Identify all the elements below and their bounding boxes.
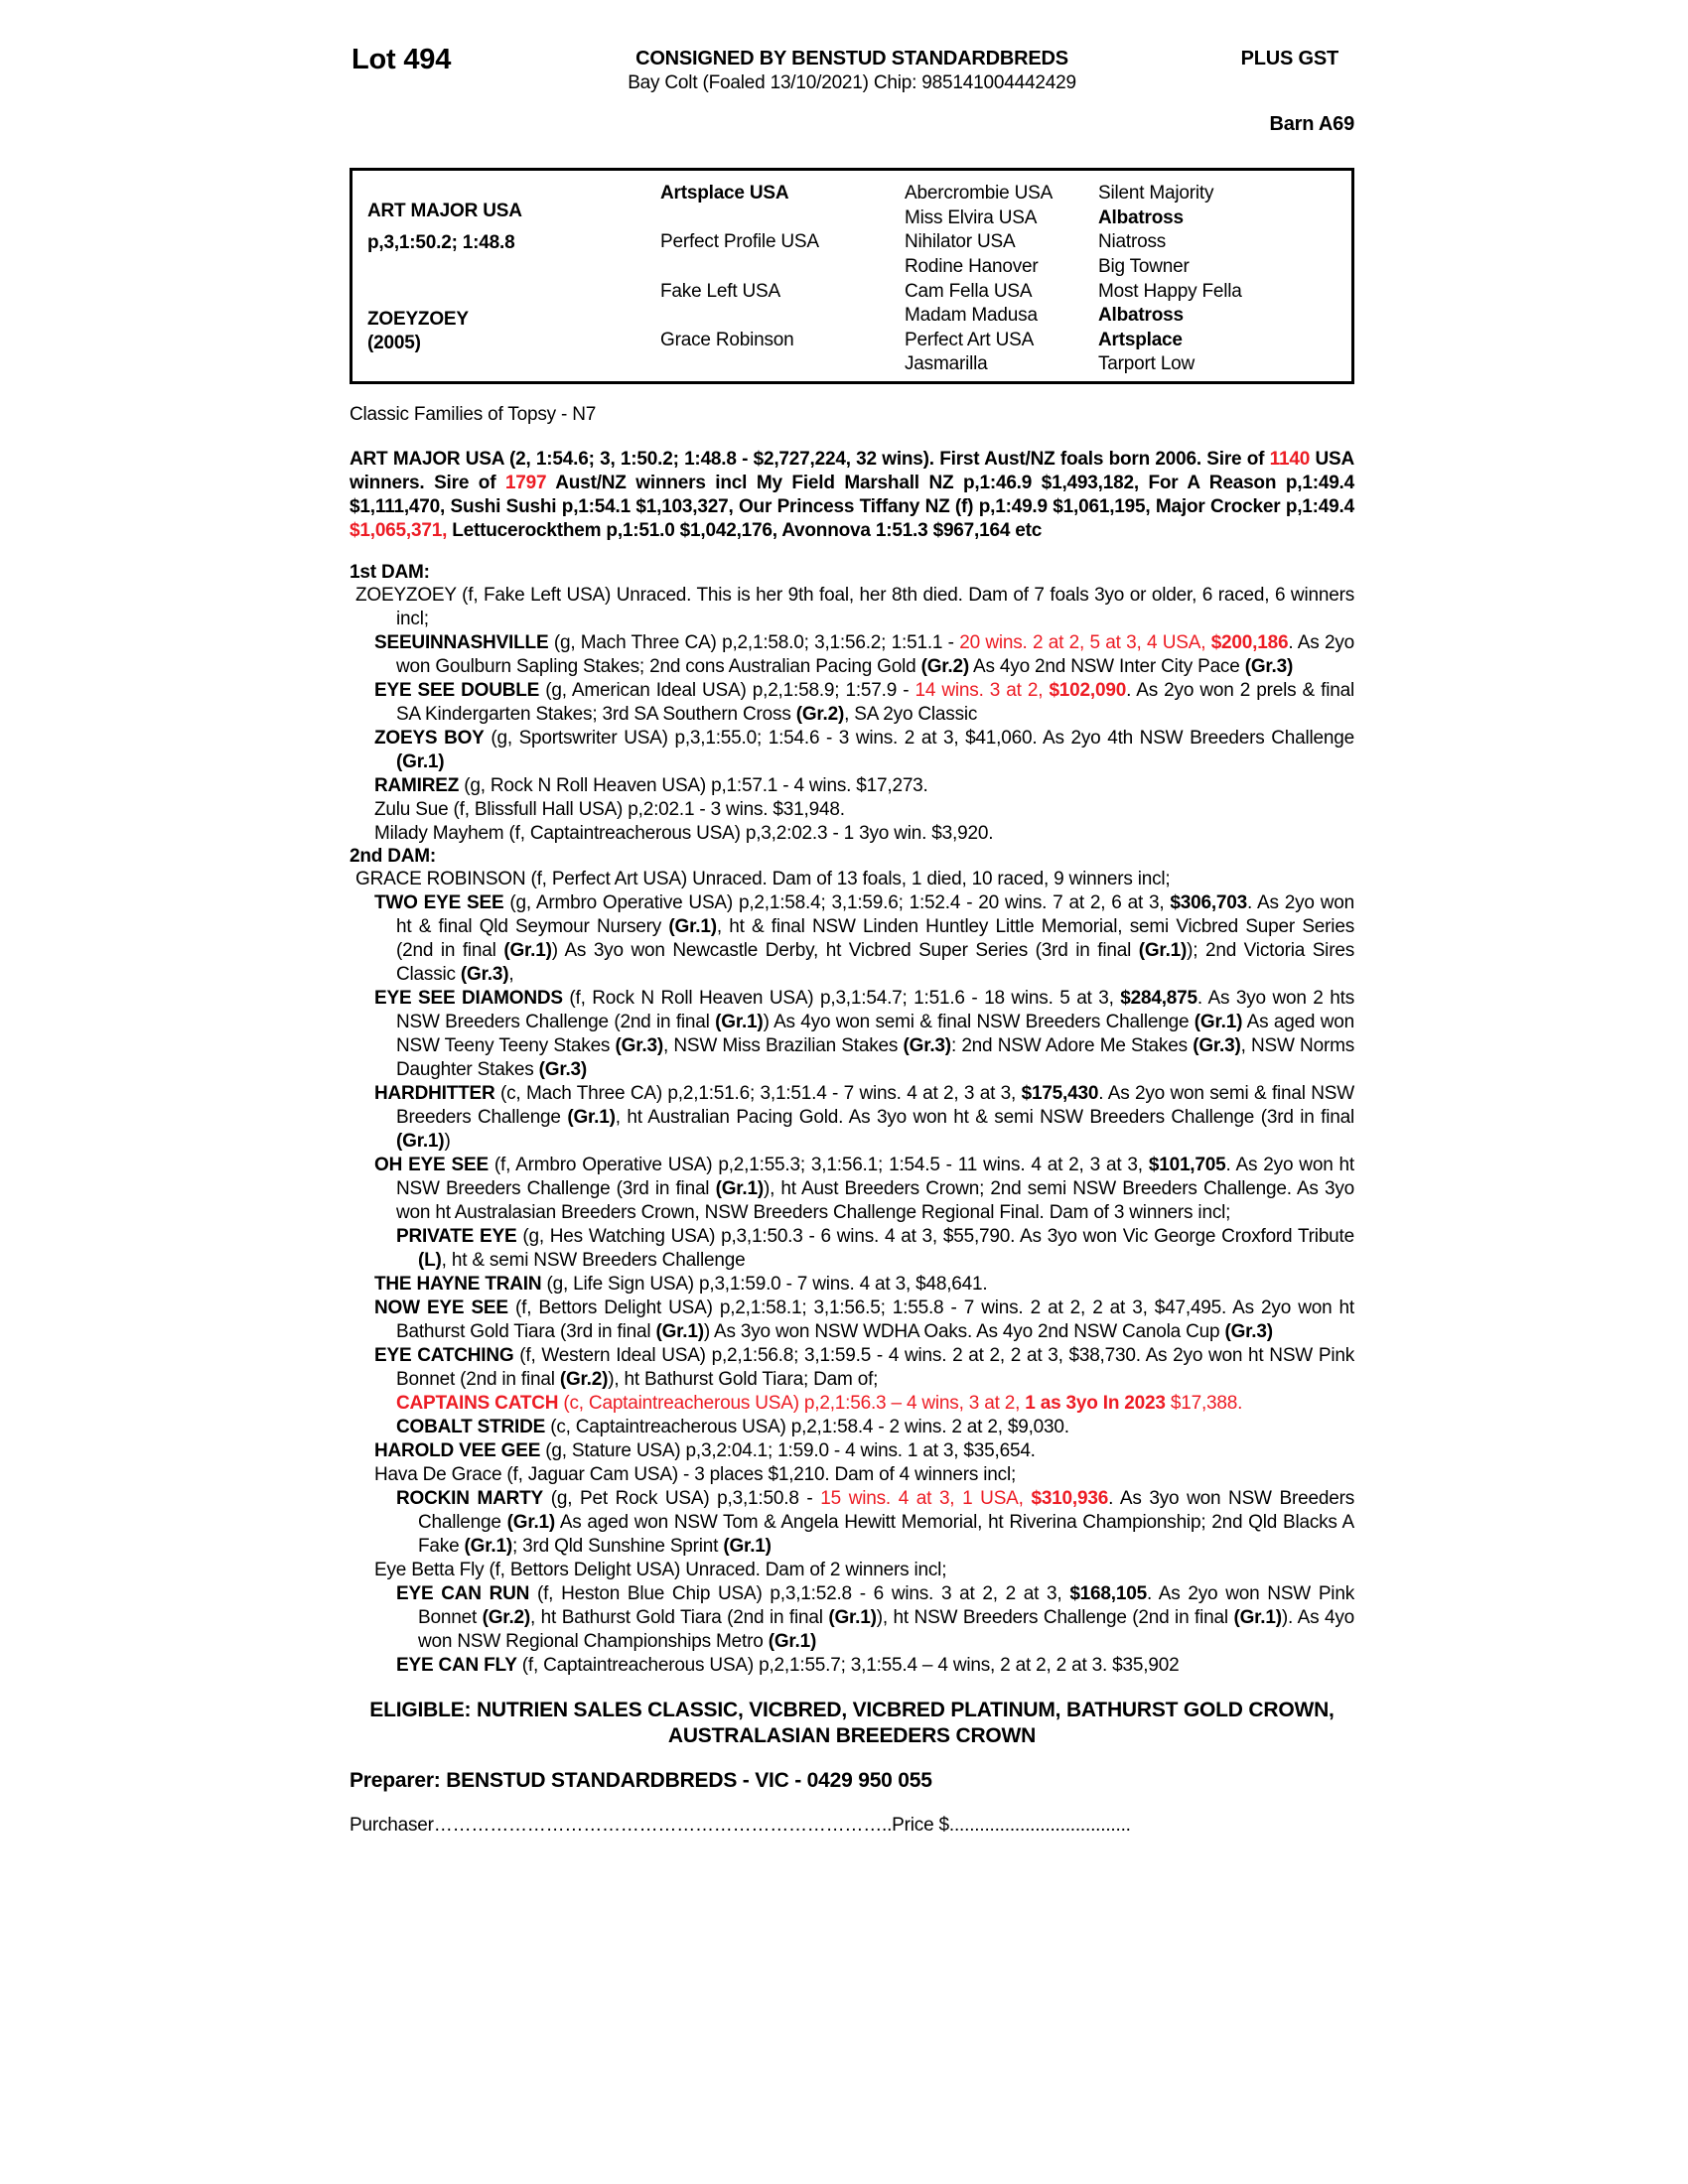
text-run: HAROLD VEE GEE [374,1440,541,1461]
text-run: (Gr.3) [460,964,509,985]
text-run: As aged won NSW Tom & Angela Hewitt Memorial, ht Riverina Championship; 2nd Qld Blacks A Fake [418,1512,1354,1557]
text-run: EYE CAN RUN [396,1583,530,1604]
text-run: ; 3rd Qld Sunshine Sprint [511,1536,724,1557]
text-run: RAMIREZ [374,775,460,796]
text-run: ), ht Bathurst Gold Tiara; Dam of; [608,1369,879,1390]
text-run: , ht Australian Pacing Gold. As 3yo won ht & semi NSW Breeders Challenge (3rd in final [615,1107,1355,1128]
second-dam-heading: 2nd DAM: [350,846,437,867]
text-run: : 2nd NSW Adore Me Stakes [950,1035,1194,1056]
pedigree-gen3-cell: Miss Elvira USA [905,207,1038,228]
text-run: , ht & semi NSW Breeders Challenge [441,1250,746,1271]
text-run: $102,090 [1049,680,1127,701]
pedigree-entry [350,774,1354,798]
pedigree-gen3-cell: Nihilator USA [905,231,1016,252]
text-run: , ht Bathurst Gold Tiara (2nd in final [530,1607,829,1628]
text-run: 14 wins. 3 at 2, [914,680,1050,701]
text-run: ); 2nd Victoria Sires Classic [396,940,1354,985]
text-run: (Gr.3) [1244,656,1294,677]
text-run: (g, Armbro Operative USA) p,2,1:58.4; 3,1:59.6; 1:52.4 - 20 wins. 7 at 2, 6 at 3, [503,892,1171,913]
pedigree-gen4-cell: Big Towner [1098,256,1190,277]
pedigree-entry [350,727,1354,774]
text-run: (Gr.1) [723,1536,772,1557]
pedigree-sire-name: ART MAJOR USA [367,201,522,221]
first-dam-heading: 1st DAM: [350,562,430,583]
pedigree-entry [350,1439,1354,1463]
pedigree-dam-year: (2005) [367,333,421,353]
text-run: (Gr.3) [1224,1321,1273,1342]
text-run: (Gr.1) [396,751,445,772]
pedigree-gen4-cell: Tarport Low [1098,353,1196,374]
consignor-title: CONSIGNED BY BENSTUD STANDARDBREDS [635,48,1068,69]
text-run: (Gr.1) [503,940,552,961]
pedigree-entry [350,868,1354,891]
text-run: $306,703 [1170,892,1248,913]
text-run: (Gr.1) [567,1107,616,1128]
text-run: (Gr.2) [795,704,845,725]
eligibility-note: ELIGIBLE: NUTRIEN SALES CLASSIC, VICBRED, VICBRED PLATINUM, BATHURST GOLD CROWN, AUSTRALASIAN BREEDERS CROWN [369,1699,1335,1747]
text-run: ), ht NSW Breeders Challenge (2nd in final [876,1607,1234,1628]
text-run: Milady Mayhem (f, Captaintreacherous USA) p,3,2:02.3 - 1 3yo win. $3,920. [374,823,994,844]
text-run: , SA 2yo Classic [844,704,978,725]
text-run: 1 as 3yo In 2023 [1025,1393,1166,1414]
text-run: (f, Rock N Roll Heaven USA) p,3,1:54.7; 1:51.6 - 18 wins. 5 at 3, [562,988,1121,1009]
pedigree-entry [350,822,1354,846]
text-run: Hava De Grace (f, Jaguar Cam USA) - 3 places $1,210. Dam of 4 winners incl; [374,1464,1017,1485]
pedigree-entry [350,891,1354,987]
pedigree-gen4-cell: Artsplace [1098,330,1183,350]
text-run: (g, Mach Three CA) p,2,1:58.0; 3,1:56.2; 1:51.1 - [548,632,960,653]
pedigree-table [350,168,1354,384]
text-run: (L) [418,1250,442,1271]
pedigree-gen3-cell: Rodine Hanover [905,256,1039,277]
text-run: (Gr.1) [396,1131,445,1152]
text-run: EYE SEE DIAMONDS [374,988,563,1009]
text-run: (Gr.3) [903,1035,951,1056]
text-run: ZOEYS BOY [374,728,485,749]
text-run: As aged won NSW Teeny Teeny Stakes [396,1012,1354,1056]
text-run: (Gr.1) [668,916,717,937]
text-run: EYE SEE DOUBLE [374,680,540,701]
text-run: . As 2yo won NSW Pink Bonnet [418,1583,1354,1628]
text-run: (Gr.3) [1193,1035,1241,1056]
text-run: (f, Heston Blue Chip USA) p,3,1:52.8 - 6 wins. 3 at 2, 2 at 3, [529,1583,1070,1604]
pedigree-entry [350,1082,1354,1154]
text-run: (f, Captaintreacherous USA) p,2,1:55.7; 3,1:55.4 – 4 wins, 2 at 2, 2 at 3. $35,902 [516,1655,1180,1676]
text-run: (Gr.1) [715,1178,764,1199]
text-run: ) As 3yo won NSW WDHA Oaks. As 4yo 2nd NSW Canola Cup [703,1321,1225,1342]
pedigree-entry [350,679,1354,727]
text-run: Aust/NZ winners incl My Field Marshall NZ p,1:46.9 $1,493,182, For A Reason p,1:49.4 $1,111,470, Sushi Sushi p,1:54.1 $1,103,327, Our Princess Tiffany NZ (f) p,1:49.9 $1,061,195, Major Crocker p,1:49.4 [350,473,1355,517]
text-run: . As 2yo won Goulburn Sapling Stakes; 2nd cons Australian Pacing Gold [396,632,1354,677]
text-run: (c, Mach Three CA) p,2,1:51.6; 3,1:51.4 - 7 wins. 4 at 2, 3 at 3, [494,1083,1022,1104]
text-run: (f, Western Ideal USA) p,2,1:56.8; 3,1:59.5 - 4 wins. 2 at 2, 2 at 3, $38,730. As 2yo won ht NSW Pink Bonnet (2nd in final [396,1345,1355,1390]
text-run: 20 wins. 2 at 2, 5 at 3, 4 USA, [959,632,1211,653]
text-run: USA winners. Sire of [350,449,1354,493]
text-run: ), ht Aust Breeders Crown; 2nd semi NSW Breeders Challenge. As 3yo won ht Australasian Breeders Crown, NSW Breeders Challenge Regional Final. Dam of 3 winners incl; [396,1178,1354,1223]
text-run: . As 3yo won 2 hts NSW Breeders Challenge (2nd in final [396,988,1354,1032]
text-run: (g, Pet Rock USA) p,3,1:50.8 - [543,1488,821,1509]
pedigree-gen4-cell: Niatross [1098,231,1167,252]
sire-summary-paragraph [350,448,1354,543]
text-run: (Gr.1) [1233,1607,1282,1628]
text-run: (Gr.2) [920,656,970,677]
text-run: (g, Sportswriter USA) p,3,1:55.0; 1:54.6 - 3 wins. 2 at 3, $41,060. As 2yo 4th NSW Breeders Challenge [484,728,1355,749]
text-run: (c, Captaintreacherous USA) p,2,1:58.4 - 2 wins. 2 at 2, $9,030. [545,1417,1069,1437]
text-run: NOW EYE SEE [374,1297,508,1318]
text-run: HARDHITTER [374,1083,495,1104]
text-run: (Gr.3) [538,1059,588,1080]
text-run: 15 wins. 4 at 3, 1 USA, [820,1488,1032,1509]
pedigree-dam-name: ZOEYZOEY [367,309,469,330]
text-run: TWO EYE SEE [374,892,504,913]
pedigree-gen4-cell: Silent Majority [1098,183,1214,204]
text-run: . As 2yo won ht NSW Breeders Challenge (3rd in final [396,1155,1354,1199]
text-run: ) As 3yo won Newcastle Derby, ht Vicbred Super Series (3rd in final [551,940,1139,961]
text-run: CAPTAINS CATCH [396,1393,559,1414]
text-run: (g, Rock N Roll Heaven USA) p,1:57.1 - 4 wins. $17,273. [459,775,928,796]
text-run: (g, Hes Watching USA) p,3,1:50.3 - 6 wins. 4 at 3, $55,790. As 3yo won Vic George Croxford Tribute [516,1226,1354,1247]
text-run: $101,705 [1148,1155,1226,1175]
pedigree-gen2-cell: Grace Robinson [660,330,794,350]
text-run: ZOEYZOEY (f, Fake Left USA) Unraced. This is her 9th foal, her 8th died. Dam of 7 foals 3yo or older, 6 raced, 6 winners incl; [355,585,1354,629]
text-run: (g, Stature USA) p,3,2:04.1; 1:59.0 - 4 wins. 1 at 3, $35,654. [540,1440,1036,1461]
pedigree-gen4-cell: Most Happy Fella [1098,281,1242,302]
text-run: (g, American Ideal USA) p,2,1:58.9; 1:57.9 - [539,680,915,701]
text-run: EYE CATCHING [374,1345,514,1366]
text-run: Lettucerockthem p,1:51.0 $1,042,176, Avonnova 1:51.3 $967,164 etc [447,520,1043,541]
text-run: , NSW Miss Brazilian Stakes [662,1035,904,1056]
pedigree-entry [350,1297,1354,1344]
text-run: (f, Armbro Operative USA) p,2,1:55.3; 3,1:56.1; 1:54.5 - 11 wins. 4 at 2, 3 at 3, [488,1155,1149,1175]
pedigree-entry [350,1344,1354,1392]
plus-gst-label: PLUS GST [1240,48,1338,69]
pedigree-gen2-cell: Artsplace USA [660,183,789,204]
text-run: 1140 [1269,449,1311,470]
text-run: $17,388. [1165,1393,1243,1414]
text-run: (c, Captaintreacherous USA) p,2,1:56.3 – 4 wins, 3 at 2, [558,1393,1026,1414]
text-run: THE HAYNE TRAIN [374,1274,542,1295]
pedigree-entry [350,1416,1354,1439]
pedigree-gen3-cell: Abercrombie USA [905,183,1054,204]
text-run: . As 2yo won ht & final Qld Seymour Nursery [396,892,1354,937]
text-run: (Gr.1) [828,1607,877,1628]
pedigree-entry [350,798,1354,822]
pedigree-entry [350,631,1354,679]
text-run: $284,875 [1120,988,1197,1009]
second-dam-entries [350,868,1354,1678]
pedigree-entry [350,987,1354,1082]
pedigree-gen4-cell: Albatross [1098,207,1184,228]
text-run: ) [444,1131,451,1152]
pedigree-entry [350,1392,1354,1416]
text-run: (Gr.2) [559,1369,609,1390]
text-run: 1797 [504,473,547,493]
text-run: GRACE ROBINSON (f, Perfect Art USA) Unraced. Dam of 13 foals, 1 died, 10 raced, 9 winners incl; [355,869,1171,889]
text-run: (g, Life Sign USA) p,3,1:59.0 - 7 wins. 4 at 3, $48,641. [541,1274,988,1295]
text-run: (Gr.1) [715,1012,764,1032]
text-run: EYE CAN FLY [396,1655,517,1676]
text-run: $310,936 [1031,1488,1109,1509]
text-run: COBALT STRIDE [396,1417,546,1437]
text-run: (Gr.1) [768,1631,817,1652]
text-run: . As 3yo won NSW Breeders Challenge [418,1488,1354,1533]
text-run: (Gr.3) [615,1035,663,1056]
pedigree-gen3-cell: Madam Madusa [905,305,1038,326]
text-run: , ht & final NSW Linden Huntley Little Memorial, semi Vicbred Super Series (2nd in final [396,916,1354,961]
text-run: ) As 4yo won semi & final NSW Breeders Challenge [763,1012,1195,1032]
text-run: (Gr.2) [482,1607,531,1628]
text-run: Eye Betta Fly (f, Bettors Delight USA) Unraced. Dam of 2 winners incl; [374,1560,947,1580]
text-run: OH EYE SEE [374,1155,489,1175]
pedigree-entry [350,1559,1354,1582]
pedigree-gen2-cell: Perfect Profile USA [660,231,819,252]
pedigree-gen2-cell: Fake Left USA [660,281,780,302]
text-run: PRIVATE EYE [396,1226,517,1247]
text-run: ). As 4yo won NSW Regional Championships Metro [418,1607,1354,1652]
pedigree-entry [350,1154,1354,1225]
pedigree-entry [350,1463,1354,1487]
catalog-page [350,0,1354,1837]
pedigree-entry [350,1273,1354,1297]
text-run: , NSW Norms Daughter Stakes [396,1035,1354,1080]
lot-number: Lot 494 [352,44,452,75]
pedigree-gen3-cell: Cam Fella USA [905,281,1033,302]
pedigree-entry [350,1487,1354,1559]
pedigree-entry [350,1225,1354,1273]
page-header [350,44,1354,99]
pedigree-entry [350,1582,1354,1654]
foaling-info: Bay Colt (Foaled 13/10/2021) Chip: 985141004442429 [628,72,1076,93]
text-run: (Gr.1) [1194,1012,1243,1032]
first-dam-entries [350,584,1354,846]
pedigree-gen3-cell: Jasmarilla [905,353,988,374]
pedigree-sire-record: p,3,1:50.2; 1:48.8 [367,232,515,253]
text-run: (Gr.1) [464,1536,512,1557]
pedigree-entry [350,1654,1354,1678]
text-run: $175,430 [1021,1083,1099,1104]
pedigree-gen3-cell: Perfect Art USA [905,330,1035,350]
text-run: $168,105 [1069,1583,1147,1604]
pedigree-gen4-cell: Albatross [1098,305,1184,326]
text-run: (Gr.1) [655,1321,704,1342]
barn-label: Barn A69 [1269,113,1354,135]
text-run: (Gr.1) [1138,940,1188,961]
text-run: $200,186 [1210,632,1289,653]
text-run: , [508,964,514,985]
text-run: As 4yo 2nd NSW Inter City Pace [969,656,1245,677]
text-run: . As 2yo won semi & final NSW Breeders Challenge [396,1083,1354,1128]
preparer-line: Preparer: BENSTUD STANDARDBREDS - VIC - 0429 950 055 [350,1769,932,1792]
text-run: $1,065,371, [350,520,448,541]
purchaser-line: Purchaser………………………………………………………………..Price $.................................... [350,1815,1131,1836]
text-run: (Gr.1) [506,1512,556,1533]
text-run: Zulu Sue (f, Blissfull Hall USA) p,2:02.1 - 3 wins. $31,948. [374,799,845,820]
text-run: ART MAJOR USA (2, 1:54.6; 3, 1:50.2; 1:48.8 - $2,727,224, 32 wins). First Aust/NZ foals born 2006. Sire of [350,449,1270,470]
text-run: . As 2yo won 2 prels & final SA Kindergarten Stakes; 3rd SA Southern Cross [396,680,1354,725]
text-run: (f, Bettors Delight USA) p,2,1:58.1; 3,1:56.5; 1:55.8 - 7 wins. 2 at 2, 2 at 3, $47,495. As 2yo won ht Bathurst Gold Tiara (3rd in final [396,1297,1355,1342]
text-run: ROCKIN MARTY [396,1488,544,1509]
family-line: Classic Families of Topsy - N7 [350,404,597,425]
text-run: SEEUINNASHVILLE [374,632,549,653]
pedigree-entry [350,584,1354,631]
